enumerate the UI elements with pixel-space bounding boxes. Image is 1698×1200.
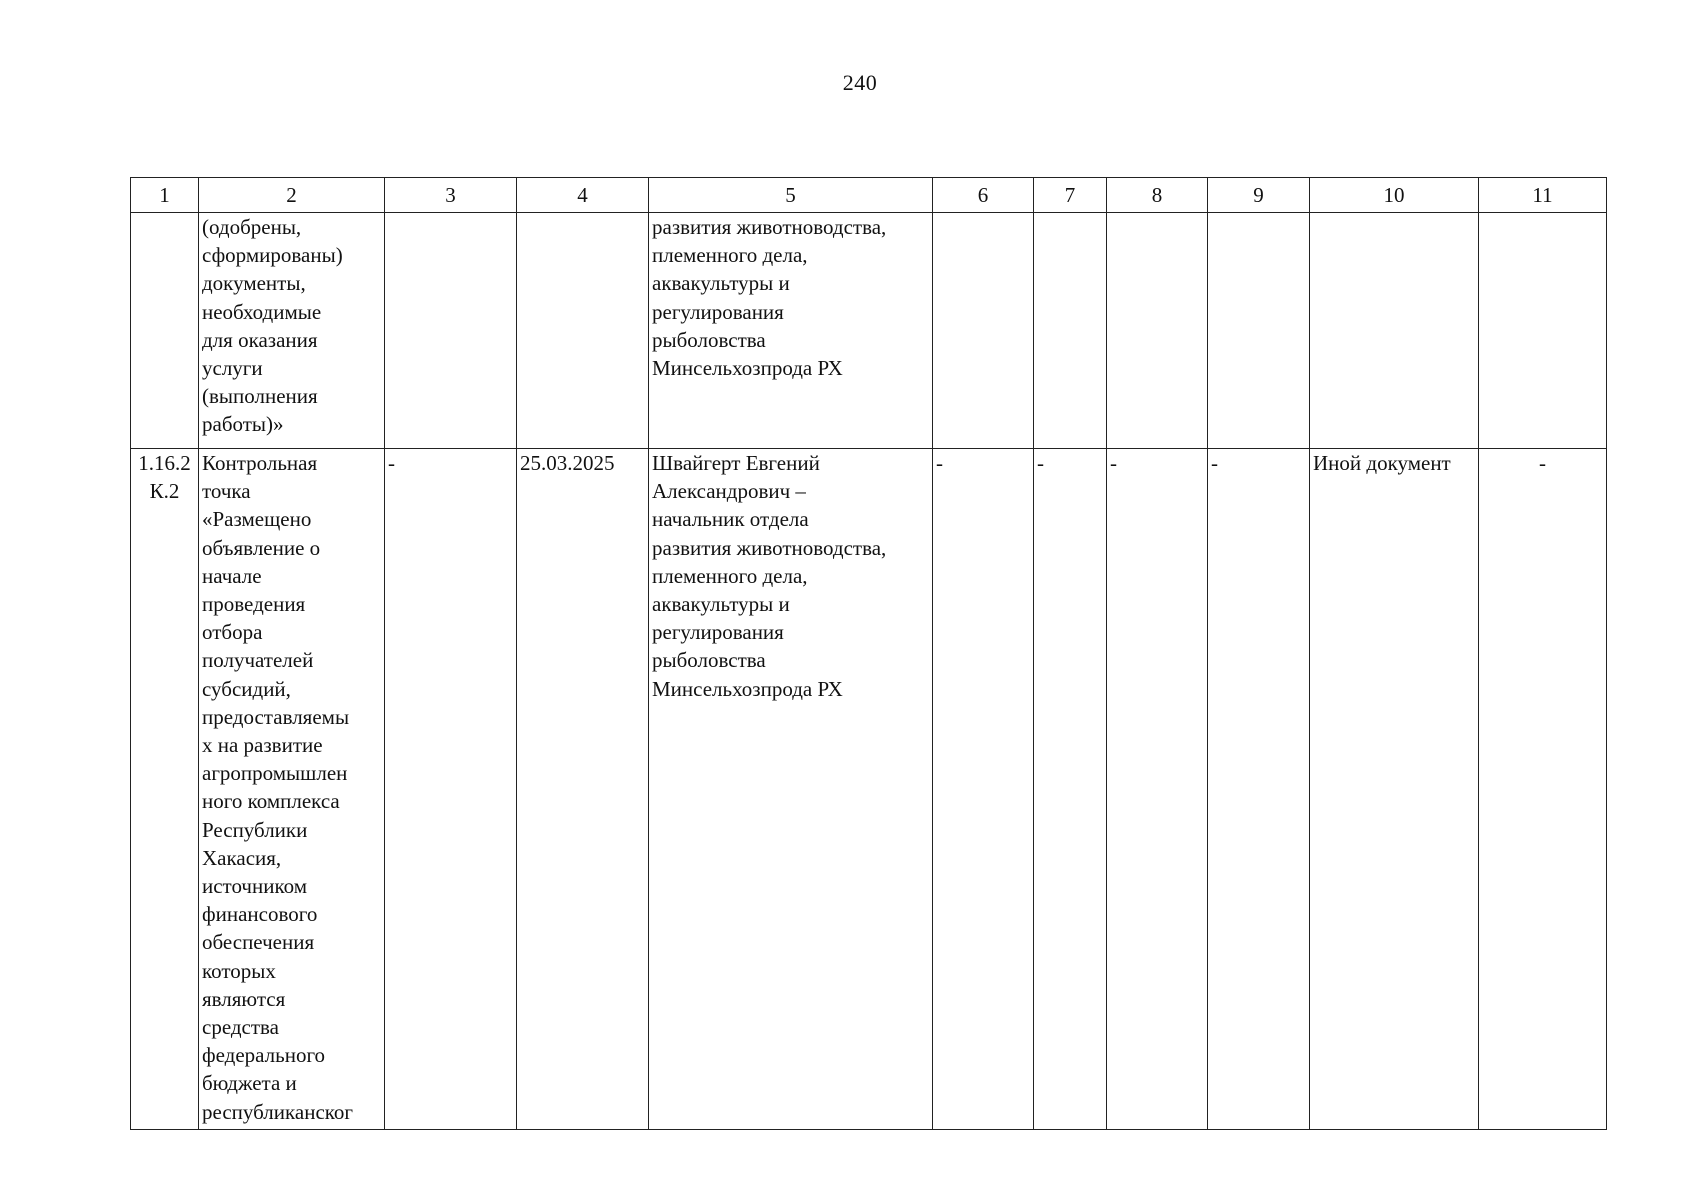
column-header-10: 10 bbox=[1310, 178, 1479, 213]
date-cell bbox=[517, 213, 649, 449]
date-cell: 25.03.2025 bbox=[517, 449, 649, 1130]
table-cell-col11: - bbox=[1479, 449, 1607, 1130]
table-cell-col9 bbox=[1208, 213, 1310, 449]
table-cell-col7 bbox=[1034, 213, 1107, 449]
table-row bbox=[131, 213, 1607, 449]
column-header-11: 11 bbox=[1479, 178, 1607, 213]
column-header-1: 1 bbox=[131, 178, 199, 213]
document-table bbox=[130, 177, 1607, 1130]
table-cell-col6 bbox=[933, 213, 1034, 449]
header-row bbox=[131, 178, 1607, 213]
document-type-cell: Иной документ bbox=[1310, 449, 1479, 1130]
description-cell: Контрольная точка «Размещено объявление о начале проведения отбора получателей субсидий, предоставляемы х на развитие агропромышлен ного комплекса Республики Хакасия, источником финансового обеспечения которых являются средства федерального бюджета и республиканског bbox=[199, 449, 385, 1130]
table-cell-col3: - bbox=[385, 449, 517, 1130]
description-cell: (одобрены, сформированы) документы, необходимые для оказания услуги (выполнения работы)» bbox=[199, 213, 385, 449]
column-header-3: 3 bbox=[385, 178, 517, 213]
table-cell-col3 bbox=[385, 213, 517, 449]
responsible-cell: развития животноводства, племенного дела, аквакультуры и регулирования рыболовства Минсельхозпрода РХ bbox=[649, 213, 933, 449]
table-cell-col9: - bbox=[1208, 449, 1310, 1130]
table-row bbox=[131, 449, 1607, 1130]
table-cell-col6: - bbox=[933, 449, 1034, 1130]
page-number: 240 bbox=[842, 70, 878, 95]
table-cell-col11 bbox=[1479, 213, 1607, 449]
row-number-cell bbox=[131, 213, 199, 449]
row-number-cell: 1.16.2 К.2 bbox=[131, 449, 199, 1130]
column-header-6: 6 bbox=[933, 178, 1034, 213]
document-type-cell bbox=[1310, 213, 1479, 449]
column-header-7: 7 bbox=[1034, 178, 1107, 213]
column-header-2: 2 bbox=[199, 178, 385, 213]
table-cell-col7: - bbox=[1034, 449, 1107, 1130]
responsible-cell: Швайгерт Евгений Александрович – начальник отдела развития животноводства, племенного дела, аквакультуры и регулирования рыболовства Минсельхозпрода РХ bbox=[649, 449, 933, 1130]
column-header-5: 5 bbox=[649, 178, 933, 213]
column-header-8: 8 bbox=[1107, 178, 1208, 213]
table-cell-col8 bbox=[1107, 213, 1208, 449]
column-header-4: 4 bbox=[517, 178, 649, 213]
column-header-9: 9 bbox=[1208, 178, 1310, 213]
table-cell-col8: - bbox=[1107, 449, 1208, 1130]
